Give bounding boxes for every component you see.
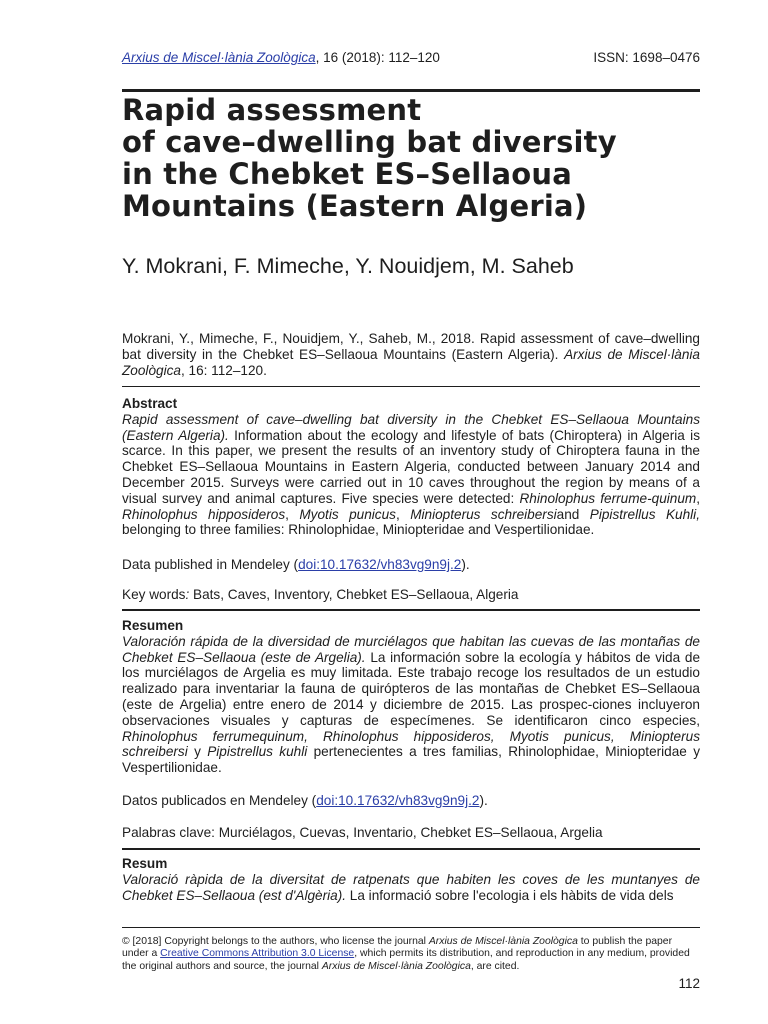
resumen-heading: Resumen (122, 618, 184, 633)
resum-body: Valoració ràpida de la diversitat de ratpenats que habiten les coves de les muntanyes de Chebket ES–Sellaoua (est d'Algèria). La informació sobre l'ecologia i els hàbits de vida dels (122, 871, 700, 903)
issn: ISSN: 1698–0476 (593, 50, 700, 65)
footer-rule (122, 927, 700, 928)
resumen-keywords: Palabras clave: Murciélagos, Cuevas, Inventario, Chebket ES–Sellaoua, Argelia (122, 825, 603, 840)
abstract-body: Rapid assessment of cave–dwelling bat diversity in the Chebket ES–Sellaoua Mountains (Eastern Algeria). Information about the ecology and lifestyle of bats (Chiroptera) in Algeria is scarce. In this paper, we present the results of an inventory study of Chiroptera fauna in the Chebket ES–Sellaoua Mountains in Eastern Algeria, conducted between January 2014 and December 2015. Surveys were carried out in 10 caves throughout the region by means of a visual survey and animal captures. Five species were detected: Rhinolophus ferrume-quinum, Rhinolophus hipposideros, Myotis punicus, Miniopterus schreibersiand Pipistrellus Kuhli, belonging to three families: Rhinolophidae, Miniopteridae and Vespertilionidae. (122, 411, 700, 538)
page-number: 112 (678, 976, 700, 991)
resum-section (122, 856, 700, 903)
resum-heading: Resum (122, 856, 168, 871)
running-header (122, 50, 700, 65)
section-divider (122, 609, 700, 611)
title-line: Mountains (Eastern Algeria) (122, 189, 588, 223)
author-list: Y. Mokrani, F. Mimeche, Y. Nouidjem, M. Saheb (122, 254, 574, 278)
abstract-keywords: Key words: Bats, Caves, Inventory, Chebket ES–Sellaoua, Algeria (122, 587, 519, 602)
paper-page (122, 0, 700, 1024)
section-divider (122, 848, 700, 850)
abstract-doi-link[interactable]: doi:10.17632/vh83vg9n9j.2 (298, 557, 462, 572)
journal-link[interactable]: Arxius de Miscel·lània Zoològica (122, 50, 316, 65)
header-rule (122, 89, 700, 92)
journal-reference: Arxius de Miscel·lània Zoològica, 16 (2018): 112–120 (122, 50, 440, 65)
resumen-doi-link[interactable]: doi:10.17632/vh83vg9n9j.2 (316, 793, 480, 808)
section-divider (122, 386, 700, 387)
citation: Mokrani, Y., Mimeche, F., Nouidjem, Y., Saheb, M., 2018. Rapid assessment of cave–dwelling bat diversity in the Chebket ES–Sellaoua Mountains (Eastern Algeria). Arxius de Miscel·lània Zoològica, 16: 112–120. (122, 331, 700, 378)
copyright-footer: © [2018] Copyright belongs to the authors, who license the journal Arxius de Miscel·lània Zoològica to publish the paper under a Creative Commons Attribution 3.0 License, which permits its distribution, and reproduction in any medium, provided the original authors and source, the journal Arxius de Miscel·lània Zoològica, are cited. (122, 936, 690, 972)
title-line: Rapid assessment (122, 93, 422, 127)
abstract-data-statement: Data published in Mendeley (doi:10.17632/vh83vg9n9j.2). (122, 557, 470, 572)
paper-title (122, 94, 700, 222)
title-line: of cave–dwelling bat diversity (122, 125, 617, 159)
abstract-heading: Abstract (122, 396, 178, 411)
resumen-data-statement: Datos publicados en Mendeley (doi:10.17632/vh83vg9n9j.2). (122, 793, 488, 808)
abstract-section (122, 396, 700, 538)
resumen-body: Valoración rápida de la diversidad de murciélagos que habitan las cuevas de las montañas de Chebket ES–Sellaoua (este de Argelia). La información sobre la ecología y hábitos de vida de los murciélagos de Argelia es muy limitada. Este trabajo recoge los resultados de un estudio realizado para inventariar la fauna de quirópteros de las montañas de Chebket ES–Sellaoua (este de Argelia) entre enero de 2014 y diciembre de 2015. Las prospec-ciones incluyeron observaciones visuales y capturas de especímenes. Se identificaron cinco especies, Rhinolophus ferrumequinum, Rhinolophus hipposideros, Myotis punicus, Miniopterus schreibersi y Pipistrellus kuhli pertenecientes a tres familias, Rhinolophidae, Miniopteridae y Vespertilionidae. (122, 633, 701, 776)
license-link[interactable]: Creative Commons Attribution 3.0 License (160, 948, 355, 960)
resumen-section (122, 618, 700, 776)
title-line: in the Chebket ES–Sellaoua (122, 157, 572, 191)
